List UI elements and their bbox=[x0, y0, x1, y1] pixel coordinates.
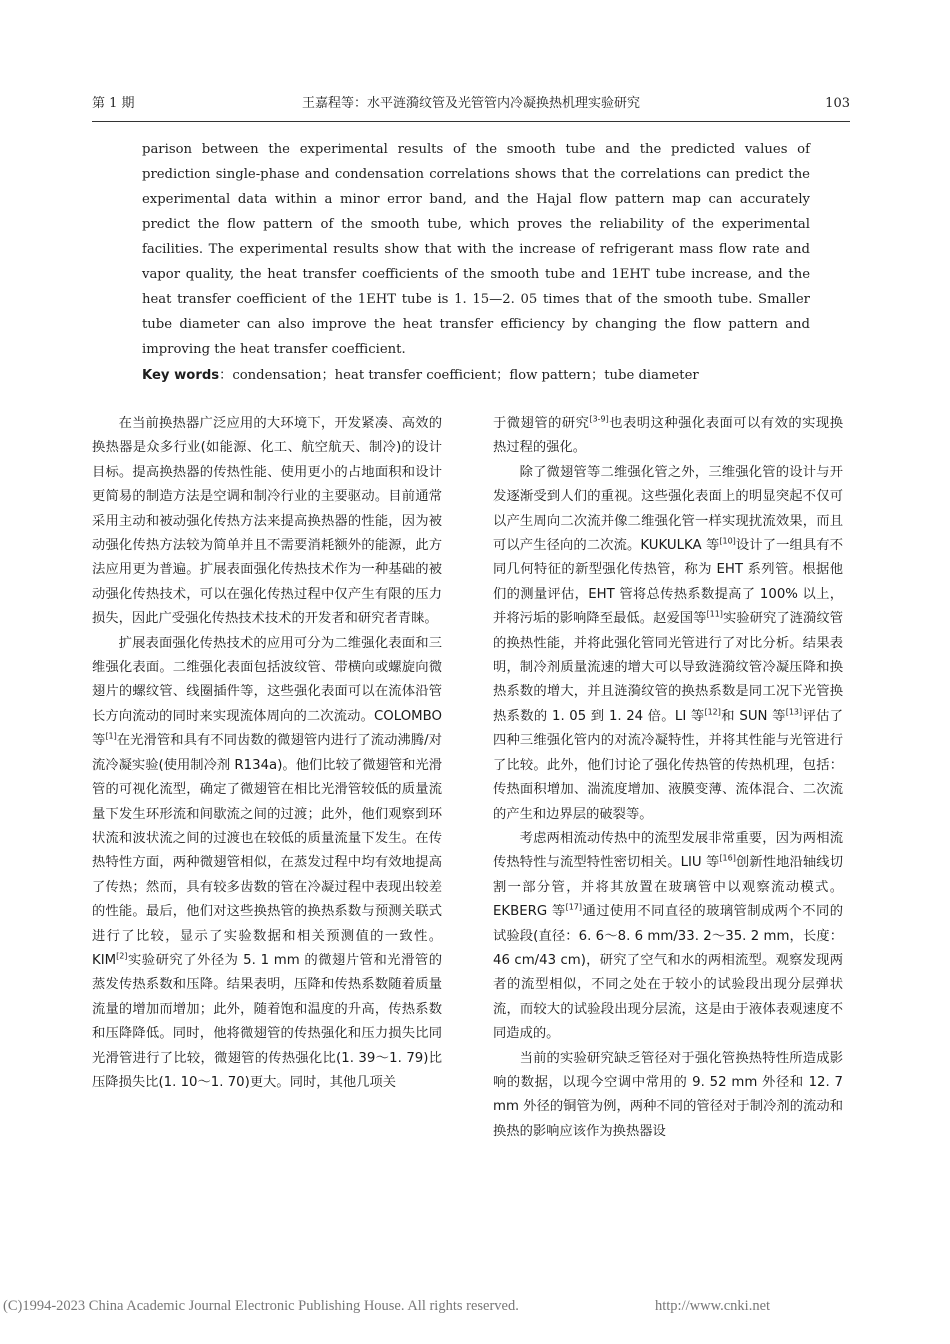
citation: [17] bbox=[565, 902, 583, 912]
cnki-link[interactable]: http://www.cnki.net bbox=[655, 1298, 771, 1314]
citation: [12] bbox=[704, 707, 721, 717]
english-abstract: parison between the experimental results of the smooth tube and the predicted values of prediction single-phase and condensation correlations shows that the correlations can predict the experimental data within a minor error band, and the Hajal flow pattern map can accurately predict the flow pattern of the smooth tube, which proves the reliability of the experimental facilities. The experimental results show that with the increase of refrigerant mass flow rate and vapor quality, the heat transfer coefficients of the smooth tube and 1EHT tube increase, and the heat transfer coefficient of the 1EHT tube is 1. 15—2. 05 times that of the smooth tube. Smaller tube diameter can also improve the heat transfer efficiency by changing the flow pattern and improving the heat transfer coefficient. bbox=[142, 142, 810, 357]
paragraph-intro: 在当前换热器广泛应用的大环境下，开发紧凑、高效的换热器是众多行业(如能源、化工、航空航天、制冷)的设计目标。提高换热器的传热性能、使用更小的占地面积和设计更简易的制造方法是空调和制冷行业的主要驱动。目前通常采用主动和被动强化传热方法来提高换热器的性能，因为被动强化传热方法较为简单并且不需要消耗额外的能源，此方法应用更为普遍。扩展表面强化传热技术作为一种基础的被动强化传热技术，可以在强化传热过程中仅产生有限的压力损失，因此广受强化传热技术技术的开发者和研究者青睐。 bbox=[92, 416, 442, 627]
citation: [2] bbox=[116, 951, 128, 961]
keywords-label: Key words bbox=[142, 368, 220, 383]
citation: [13] bbox=[785, 707, 803, 717]
citation: [11] bbox=[706, 609, 723, 619]
paragraph-3d-tubes: 除了微翅管等二维强化管之外，三维强化管的设计与开发逐渐受到人们的重视。这些强化表面上的明显突起不仅可以产生周向二次流并像二维强化管一样实现扰流效果，而且可以产生径向的二次流。KUKULKA 等[10]设计了一组具有不同几何特征的新型强化传热管，称为 EHT 系列管。根据他们的测量评估，EHT 管将总传热系数提高了 100% 以上，并将污垢的影响降至最低。赵爱国等[11]实验研究了涟漪纹管的换热性能，并将此强化管同光管进行了对比分析。结果表明，制冷剂质量流速的增大可以导致涟漪纹管冷凝压降和换热系数的增大，并且涟漪纹管的换热系数是同工况下光管换热系数的 1. 05 到 1. 24 倍。LI 等[12]和 SUN 等[13]评估了四种三维强化管内的对流冷凝特性，并将其性能与光管进行了比较。此外，他们讨论了强化传热管的传热机理，包括：传热面积增加、湍流度增加、液膜变薄、流体混合、二次流的产生和边界层的破裂等。 bbox=[493, 464, 844, 822]
paragraph-flow-pattern: 考虑两相流动传热中的流型发展非常重要，因为两相流传热特性与流型特性密切相关。LIU 等[16]创新性地沿轴线切割一部分管，并将其放置在玻璃管中以观察流动模式。EKBERG 等[17]通过使用不同直径的玻璃管制成两个不同的试验段(直径：6. 6～8. 6 mm/33. 2～35. 2 mm，长度：46 cm/43 cm)，研究了空气和水的两相流型。观察发现两者的流型相似，不同之处在于较小的试验段出现分层弹状流，而较大的试验段出现分层流，这是由于液体表观速度不同造成的。 bbox=[493, 830, 844, 1042]
issue-label: 第 1 期 bbox=[92, 96, 135, 111]
right-column bbox=[493, 412, 843, 1144]
copyright-notice: (C)1994-2023 China Academic Journal Electronic Publishing House. All rights reserved. bbox=[3, 1298, 519, 1314]
header-rule bbox=[92, 121, 850, 122]
paragraph-extended-surface: 扩展表面强化传热技术的应用可分为二维强化表面和三维强化表面。二维强化表面包括波纹管、带横向或螺旋向微翅片的螺纹管、线圈插件等，这些强化表面可以在流体沿管长方向流动的同时来实现流体周向的二次流动。COLOMBO 等[1]在光滑管和具有不同齿数的微翅管内进行了流动沸腾/对流冷凝实验(使用制冷剂 R134a)。他们比较了微翅管和光滑管的可视化流型，确定了微翅管在相比光滑管较低的质量流量下发生环形流和间歇流之间的过渡；此外，他们观察到环状流和波状流之间的过渡也在较低的质量流量下发生。在传热特性方面，两种微翅管相似，在蒸发过程中均有效地提高了传热；然而，具有较多齿数的管在冷凝过程中表现出较差的性能。最后，他们对这些换热管的换热系数与预测关联式进行了比较，显示了实验数据和相关预测值的一致性。KIM[2]实验研究了外径为 5. 1 mm 的微翅片管和光滑管的蒸发传热系数和压降。结果表明，压降和传热系数随着质量流量的增加而增加；此外，随着饱和温度的升高，传热系数和压降降低。同时，他将微翅管的传热强化和压力损失比同光滑管进行了比较，微翅管的传热强化比(1. 39～1. 79)比压降损失比(1. 10～1. 70)更大。同时，其他几项关 bbox=[92, 635, 443, 1090]
paragraph-motivation: 当前的实验研究缺乏管径对于强化管换热特性所造成影响的数据，以现今空调中常用的 9. 52 mm 外径和 12. 7 mm 外径的铜管为例，两种不同的管径对于制冷剂的流动和换热的影响应该作为换热器设 bbox=[493, 1050, 843, 1139]
left-column bbox=[92, 412, 442, 1095]
running-title: 王嘉程等：水平涟漪纹管及光管管内冷凝换热机理实验研究 bbox=[301, 96, 640, 111]
page-number: 103 bbox=[825, 96, 850, 111]
citation: [1] bbox=[105, 731, 117, 741]
keywords bbox=[142, 363, 810, 388]
paragraph-continued: 于微翅管的研究[3-9]也表明这种强化表面可以有效的实现换热过程的强化。 bbox=[493, 414, 844, 456]
citation: [3-9] bbox=[589, 414, 609, 424]
citation: [10] bbox=[719, 536, 736, 546]
citation: [16] bbox=[719, 853, 736, 863]
keywords-list: ：condensation；heat transfer coefficient；flow pattern；tube diameter bbox=[219, 368, 699, 383]
